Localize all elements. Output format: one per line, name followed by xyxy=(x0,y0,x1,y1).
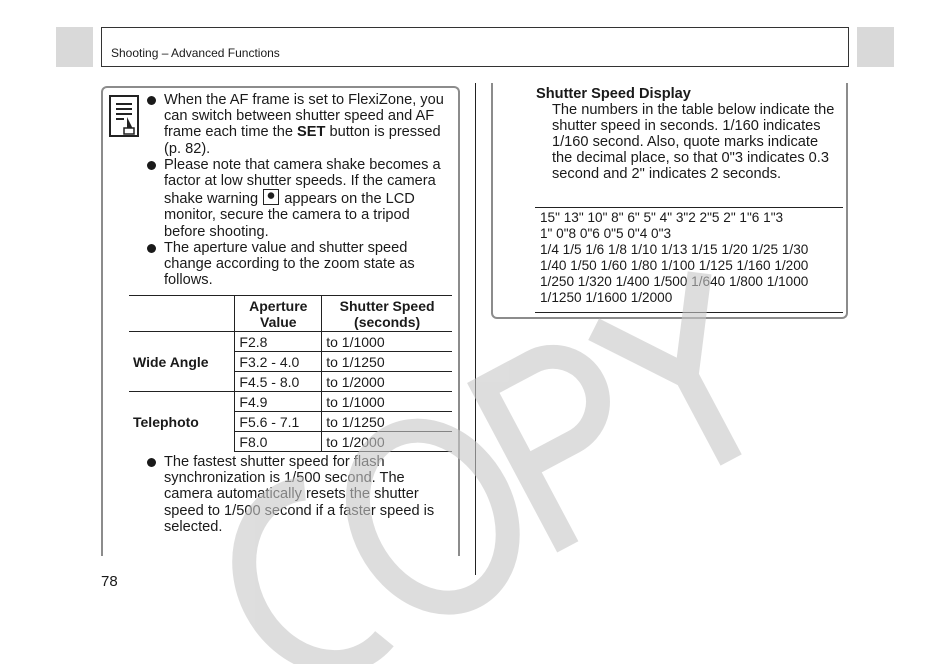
table-header-shutter: Shutter Speed (seconds) xyxy=(322,296,452,332)
aperture-cell: F4.5 - 8.0 xyxy=(235,372,322,392)
bullet-afframe xyxy=(146,92,451,157)
note-icon xyxy=(109,95,139,137)
speed-line: 1/1250 1/1600 1/2000 xyxy=(540,290,673,305)
bullet-text: The fastest shutter speed for flash synchronization is 1/500 second. The camera automatically resets the shutter speed to 1/500 second if a faster speed is selected. xyxy=(164,454,435,535)
bullet-camera-shake xyxy=(146,157,451,240)
aperture-cell: F8.0 xyxy=(235,432,322,452)
shutter-cell: to 1/1000 xyxy=(322,332,452,352)
shutter-speed-description: The numbers in the table below indicate the shutter speed in seconds. 1/160 indicates 1/160 second. Also, quote marks indicate the decimal place, so that 0"3 indicates 0.3 second and 2" indicates 2 seconds. xyxy=(552,102,835,182)
shutter-cell: to 1/1250 xyxy=(322,412,452,432)
camera-shake-warning-icon xyxy=(263,189,279,205)
speed-line: 1" 0"8 0"6 0"5 0"4 0"3 xyxy=(540,226,671,241)
set-button-label: SET xyxy=(297,124,326,141)
group-label-wide-angle: Wide Angle xyxy=(129,332,235,392)
shutter-speed-title: Shutter Speed Display xyxy=(536,86,691,102)
bullet-text: When the AF frame is set to FlexiZone, you can switch between shutter speed and AF frame each time the xyxy=(164,92,444,141)
column-divider xyxy=(475,83,476,575)
page-number: 78 xyxy=(101,573,118,590)
section-header xyxy=(101,27,849,67)
table-header-aperture: Aperture Value xyxy=(235,296,322,332)
bullet-text: The aperture value and shutter speed change according to the zoom state as follows. xyxy=(164,239,415,289)
aperture-shutter-table xyxy=(129,295,452,452)
right-gray-tab xyxy=(857,27,894,67)
shutter-cell: to 1/2000 xyxy=(322,432,452,452)
speed-line: 15" 13" 10" 8" 6" 5" 4" 3"2 2"5 2" 1"6 1"3 xyxy=(540,210,784,225)
speed-line: 1/40 1/50 1/60 1/80 1/100 1/125 1/160 1/200 xyxy=(540,258,809,273)
shutter-cell: to 1/1000 xyxy=(322,392,452,412)
left-gray-tab xyxy=(56,27,93,67)
aperture-cell: F2.8 xyxy=(235,332,322,352)
group-label-telephoto: Telephoto xyxy=(129,392,235,452)
speed-line: 1/250 1/320 1/400 1/500 1/640 1/800 1/1000 xyxy=(540,274,809,289)
table-header-empty xyxy=(129,296,235,332)
aperture-cell: F5.6 - 7.1 xyxy=(235,412,322,432)
shutter-cell: to 1/2000 xyxy=(322,372,452,392)
aperture-cell: F4.9 xyxy=(235,392,322,412)
bullet-text: appears on the LCD monitor, secure the camera to a tripod before shooting. xyxy=(164,191,415,240)
bullet-text: Please note that camera shake becomes a factor at low shutter speeds. If the camera shake warning xyxy=(164,156,441,208)
note-bullets-top xyxy=(146,92,451,288)
bullet-flash-sync xyxy=(146,454,451,535)
shutter-cell: to 1/1250 xyxy=(322,352,452,372)
speed-line: 1/4 1/5 1/6 1/8 1/10 1/13 1/15 1/20 1/25 1/30 xyxy=(540,242,809,257)
bullet-aperture-zoom xyxy=(146,240,451,289)
shutter-speed-list xyxy=(535,207,843,313)
note-bullets-bottom xyxy=(146,454,451,535)
section-title: Shooting – Advanced Functions xyxy=(111,46,280,60)
bullet-text: button is pressed (p. 82). xyxy=(164,124,441,157)
aperture-cell: F3.2 - 4.0 xyxy=(235,352,322,372)
